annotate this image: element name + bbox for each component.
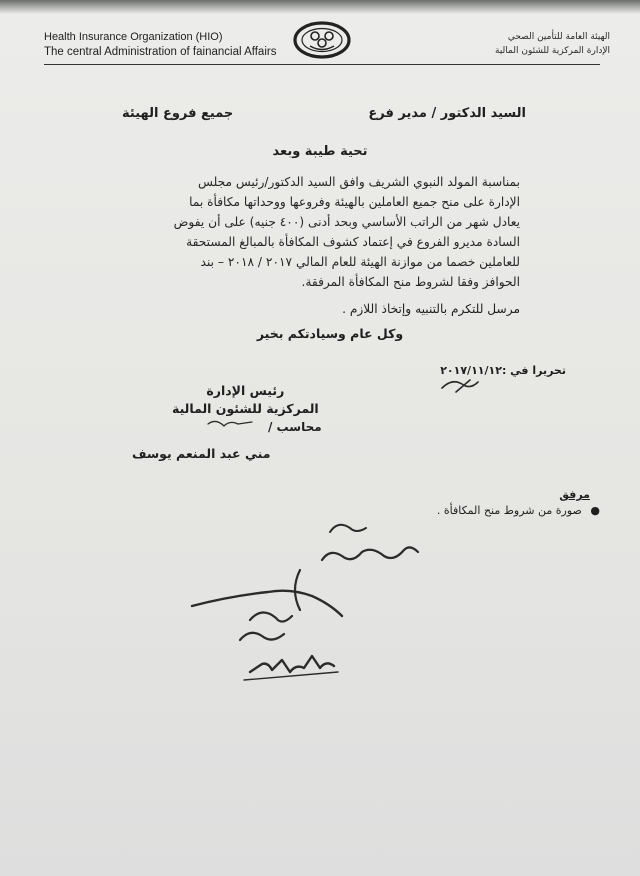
annotation-underline: [244, 672, 338, 680]
annotation-line: [330, 525, 366, 532]
annotation-line: [240, 633, 284, 640]
annotation-line: [322, 547, 418, 560]
annotation-date: [250, 656, 334, 672]
recipient-branches: جميع فروع الهيئة: [122, 106, 234, 121]
attachment-item: صورة من شروط منح المكافأة .: [436, 504, 582, 517]
sent-note: مرسل للتكرم بالتنبيه وإتخاذ اللازم .: [342, 302, 520, 316]
department-name-en: The central Administration of fainancial Affairs: [44, 46, 277, 58]
date-scribble: [442, 380, 478, 392]
annotation-line: [250, 612, 292, 621]
body-line: الحوافز وفقا لشروط منح المكافأة المرفقة.: [301, 275, 520, 289]
org-name-en: Health Insurance Organization (HIO): [44, 31, 223, 43]
accountant-name: مني عبد المنعم يوسف: [132, 446, 271, 461]
body-line: بمناسبة المولد النبوي الشريف وافق السيد الدكتور/رئيس مجلس: [198, 175, 520, 189]
body-line: الإدارة على منح جميع العاملين بالهيئة وفروعها ووحداتها مكافأة بما: [189, 195, 520, 209]
signatory-title-line: رئيس الإدارة: [206, 383, 285, 398]
date-line: تحريرا في :٢٠١٧/١١/١٢: [440, 364, 566, 377]
accountant-initials: [208, 421, 252, 426]
signatory-title-line: المركزية للشئون المالية: [172, 401, 319, 416]
greeting: تحية طيبة وبعد: [272, 144, 368, 159]
attachments-title: مرفق: [559, 488, 590, 501]
closing-line: وكل عام وسيادتكم بخير: [256, 326, 404, 341]
department-name-ar: الإدارة المركزية للشئون المالية: [495, 46, 610, 56]
body-line: يعادل شهر من الراتب الأساسي وبحد أدنى (٤٠٠ جنيه) على أن يفوض: [173, 215, 520, 229]
recipient-line: السيد الدكتور / مدير فرع: [368, 106, 526, 121]
body-line: السادة مديرو الفروع في إعتماد كشوف المكافأة بالمبالغ المستحقة: [186, 235, 520, 249]
annotation-line: [295, 570, 300, 610]
bullet-icon: ●: [590, 504, 600, 517]
body-line: للعاملين خصما من موازنة الهيئة للعام المالي ٢٠١٧ / ٢٠١٨ – بند: [200, 255, 520, 269]
org-name-ar: الهيئة العامة للتأمين الصحي: [507, 32, 610, 42]
accountant-label: محاسب /: [268, 420, 322, 434]
